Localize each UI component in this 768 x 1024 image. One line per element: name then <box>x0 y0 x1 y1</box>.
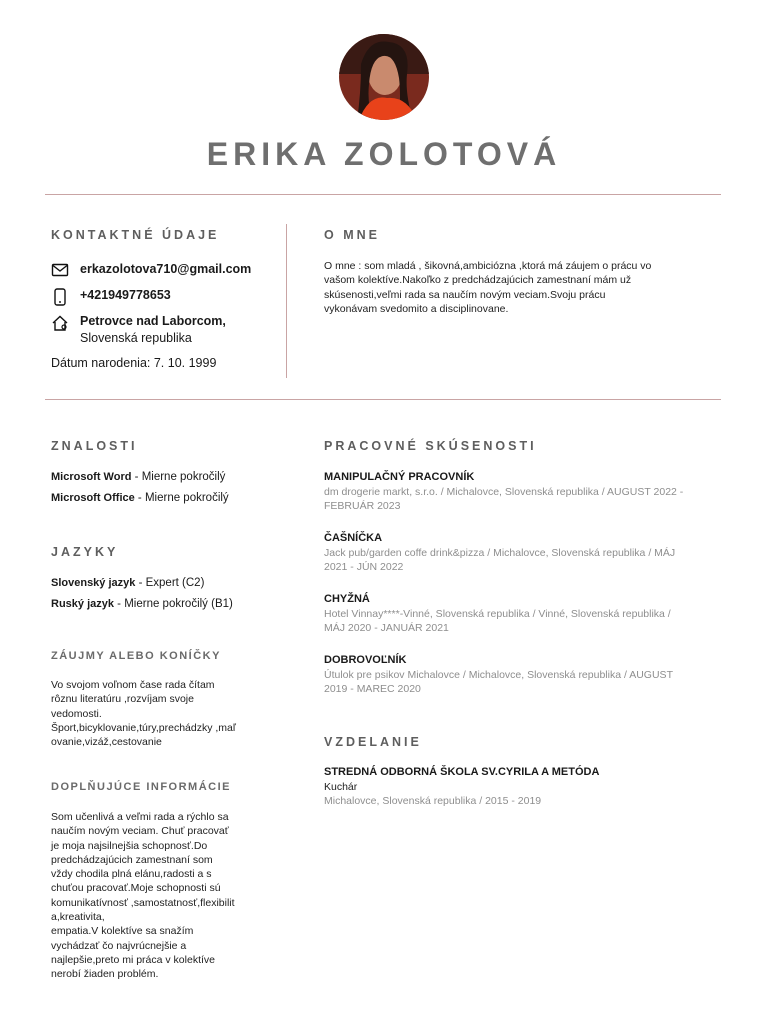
additional-text <box>51 810 271 982</box>
language-item <box>51 577 204 589</box>
education-meta: Michalovce, Slovenská republika / 2015 - 2019 <box>324 795 542 807</box>
additional-line: je moja najsilnejšia schopnosť.Do <box>51 839 208 852</box>
additional-line: nerobí žiaden problém. <box>51 968 159 981</box>
about-heading: O MNE <box>324 228 380 242</box>
language-name: Ruský jazyk <box>51 598 114 610</box>
skill-name: Microsoft Word <box>51 471 132 483</box>
language-name: Slovenský jazyk <box>51 577 136 589</box>
additional-line: najlepšie,preto mi práca v kolektíve <box>51 953 215 966</box>
hobbies-line: Vo svojom voľnom čase rada čítam <box>51 679 215 691</box>
about-line: vašom kolektíve.Nakoľko z predchádzajúcich zamestnaní mám už <box>324 274 632 287</box>
additional-line: vychádzať čo najvrúcnejšie a <box>51 939 187 952</box>
about-line: vykonávam svedomito a disciplinovane. <box>324 302 509 315</box>
additional-line: Som učenlivá a veľmi rada a rýchlo sa <box>51 811 229 823</box>
job-title: CHYŽNÁ <box>324 593 370 605</box>
skill-item <box>51 471 225 483</box>
education-heading: VZDELANIE <box>324 735 422 749</box>
job-title: DOBROVOĽNÍK <box>324 654 407 666</box>
skill-level: - Mierne pokročilý <box>134 492 229 504</box>
job-meta-line: FEBRUÁR 2023 <box>324 500 401 513</box>
job-meta <box>324 485 716 514</box>
additional-line: a,kreativita, <box>51 911 105 924</box>
skill-level: - Mierne pokročilý <box>131 471 226 483</box>
about-text <box>324 259 716 316</box>
applicant-name: ERIKA ZOLOTOVÁ <box>206 136 562 172</box>
school-name: STREDNÁ ODBORNÁ ŠKOLA SV.CYRILA A METÓDA <box>324 766 600 778</box>
hobbies-line: vedomosti. <box>51 707 102 720</box>
languages-heading: JAZYKY <box>51 545 119 559</box>
divider-top <box>45 194 721 195</box>
additional-line: predchádzajúcich zamestnaní som <box>51 853 213 866</box>
envelope-icon <box>51 262 69 280</box>
phone-text[interactable]: +421949778653 <box>80 288 171 302</box>
about-line: O mne : som mladá , šikovná,ambiciózna ,ktorá má záujem o prácu vo <box>324 260 652 272</box>
skills-heading: ZNALOSTI <box>51 439 138 453</box>
hobbies-heading: ZÁUJMY ALEBO KONÍČKY <box>51 650 221 662</box>
language-item <box>51 598 233 610</box>
additional-line: vždy chodila plná elánu,radosti a s <box>51 868 212 881</box>
skill-item <box>51 492 229 504</box>
column-divider <box>286 224 287 378</box>
job-meta-line: Jack pub/garden coffe drink&pizza / Michalovce, Slovenská republika / MÁJ <box>324 547 676 559</box>
hobbies-text <box>51 678 271 749</box>
job-meta-line: 2019 - MAREC 2020 <box>324 683 421 696</box>
birth-date: Dátum narodenia: 7. 10. 1999 <box>51 356 217 370</box>
experience-heading: PRACOVNÉ SKÚSENOSTI <box>324 439 537 453</box>
additional-line: chuťou pracovať.Moje schopnosti sú <box>51 882 221 895</box>
home-icon <box>51 314 69 332</box>
additional-heading: DOPLŇUJÚCE INFORMÁCIE <box>51 781 232 793</box>
language-level: - Expert (C2) <box>135 577 205 589</box>
job-meta <box>324 607 716 636</box>
education-field: Kuchár <box>324 781 358 793</box>
language-level: - Mierne pokročilý (B1) <box>113 598 233 610</box>
job-meta-line: 2021 - JÚN 2022 <box>324 561 404 574</box>
address-line2: Slovenská republika <box>80 331 192 345</box>
about-line: skúsenosti,veľmi rada sa naučím novým veciam.Svoju prácu <box>324 288 606 301</box>
job-meta-line: dm drogerie markt, s.r.o. / Michalovce, Slovenská republika / AUGUST 2022 - <box>324 486 684 498</box>
contact-heading: KONTAKTNÉ ÚDAJE <box>51 228 220 242</box>
job-meta-line: Útulok pre psikov Michalovce / Michalovce, Slovenská republika / AUGUST <box>324 669 673 681</box>
divider-middle <box>45 399 721 400</box>
phone-icon <box>51 288 69 306</box>
job-meta-line: Hotel Vinnay****-Vinné, Slovenská republika / Vinné, Slovenská republika / <box>324 608 671 620</box>
profile-photo <box>339 34 429 120</box>
hobbies-line: rôznu literatúru ,rozvíjam svoje <box>51 693 194 706</box>
email-text[interactable]: erkazolotova710@gmail.com <box>80 262 252 276</box>
job-meta <box>324 668 716 697</box>
job-meta <box>324 546 716 575</box>
job-title: ČAŠNÍČKA <box>324 532 383 544</box>
hobbies-line: ovanie,vizáž,cestovanie <box>51 736 162 749</box>
job-meta-line: MÁJ 2020 - JANUÁR 2021 <box>324 622 449 635</box>
additional-line: empatia.V kolektíve sa snažím <box>51 925 194 938</box>
additional-line: naučím novým veciam. Chuť pracovať <box>51 825 229 838</box>
hobbies-line: Šport,bicyklovanie,túry,prechádzky ,maľ <box>51 721 236 734</box>
additional-line: komunikatívnosť ,samostatnosť,flexibilit <box>51 896 235 909</box>
job-title: MANIPULAČNÝ PRACOVNÍK <box>324 471 475 483</box>
address-line1: Petrovce nad Laborcom, <box>80 314 226 328</box>
skill-name: Microsoft Office <box>51 492 135 504</box>
